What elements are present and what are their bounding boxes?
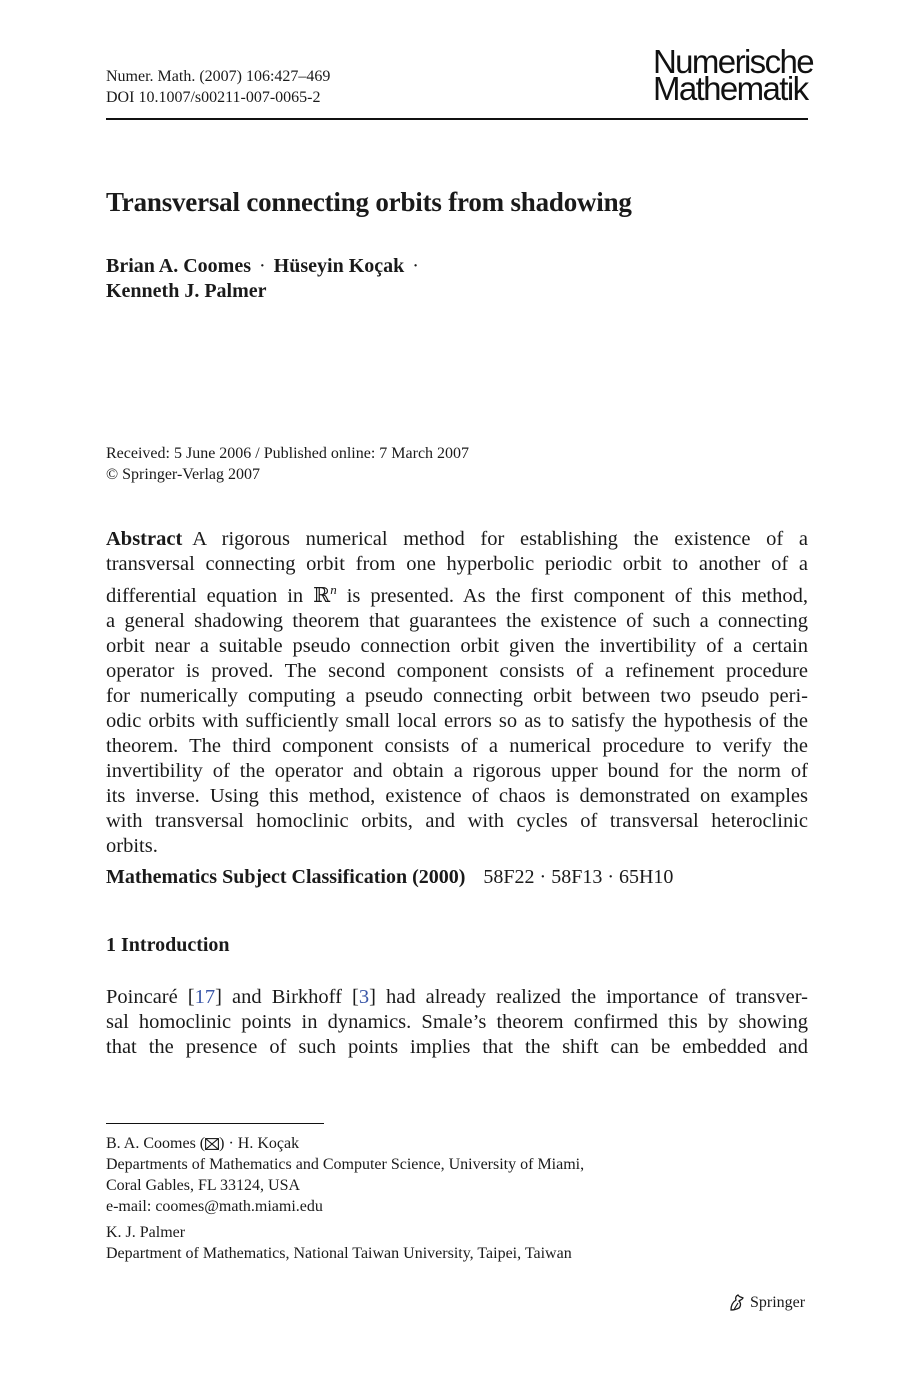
intro-line: that the presence of such points implies that the shift can be embedded and — [106, 1036, 808, 1058]
abstract-line: orbits. — [106, 834, 158, 857]
intro-text: ] and Birkhoff [ — [215, 986, 359, 1008]
abstract — [106, 527, 808, 859]
affiliation-department: Department of Mathematics, National Taiwan University, Taipei, Taiwan — [106, 1245, 572, 1262]
publisher-name: Springer — [750, 1294, 806, 1311]
author-name: Brian A. Coomes — [106, 255, 251, 277]
envelope-icon — [205, 1138, 219, 1150]
paper-title: Transversal connecting orbits from shadowing — [106, 187, 632, 217]
citation-link-17[interactable]: 17 — [194, 986, 216, 1008]
abstract-line: differential equation in — [106, 584, 314, 607]
dimension-exponent: n — [330, 582, 337, 597]
copyright: © Springer-Verlag 2007 — [106, 466, 261, 483]
citation-link-3[interactable]: 3 — [358, 986, 370, 1008]
intro-text: Poincaré [ — [106, 986, 195, 1008]
msc-codes: 58F22 · 58F13 · 65H10 — [483, 866, 674, 888]
springer-horse-icon — [728, 1294, 746, 1312]
journal-citation: Numer. Math. (2007) 106:427–469 — [106, 68, 331, 85]
footnote-divider — [106, 1123, 324, 1124]
abstract-line: A rigorous numerical method for establishing the existence of a — [192, 528, 808, 550]
intro-text: ] had already realized the importance of transver- — [369, 986, 809, 1008]
abstract-line: theorem. The third component consists of a numerical procedure to verify the — [106, 734, 808, 757]
publication-dates — [106, 443, 469, 485]
abstract-line: transversal connecting orbit from one hyperbolic periodic orbit to another of a — [106, 553, 808, 575]
abstract-line: is presented. As the first component of this method, — [336, 584, 808, 607]
subject-classification — [106, 866, 673, 889]
author-separator: · — [412, 255, 419, 277]
doi: DOI 10.1007/s00211-007-0065-2 — [106, 89, 321, 106]
journal-logo — [652, 43, 813, 107]
abstract-line: operator is proved. The second component consists of a refinement procedure — [106, 659, 808, 682]
author-list — [106, 254, 427, 304]
author-separator: · — [259, 255, 266, 277]
header-divider — [106, 118, 808, 120]
author-name: Kenneth J. Palmer — [106, 280, 267, 302]
received-date: Received: 5 June 2006 / Published online: 7 March 2007 — [106, 445, 470, 462]
abstract-line: a general shadowing theorem that guarantees the existence of such a connecting — [106, 609, 808, 632]
affiliation-miami — [106, 1133, 584, 1217]
abstract-line: orbit near a suitable pseudo connection orbit given the invertibility of a certain — [106, 634, 808, 657]
publisher-logo — [728, 1294, 805, 1312]
abstract-line: with transversal homoclinic orbits, and with cycles of transversal heteroclinic — [106, 809, 808, 832]
affiliation-names: B. A. Coomes ( — [106, 1135, 206, 1152]
abstract-label: Abstract — [106, 528, 183, 550]
journal-logo-line1: Numerische — [652, 43, 813, 80]
affiliation-department: Departments of Mathematics and Computer Science, University of Miami, — [106, 1156, 585, 1173]
introduction-text — [106, 985, 808, 1060]
abstract-line: invertibility of the operator and obtain a rigorous upper bound for the norm of — [106, 759, 808, 782]
intro-line: sal homoclinic points in dynamics. Smale’s theorem confirmed this by showing — [106, 1011, 808, 1033]
real-space-symbol: ℝ — [313, 584, 331, 607]
author-name: Hüseyin Koçak — [273, 255, 405, 277]
abstract-line: odic orbits with sufficiently small local errors so as to satisfy the hypothesis of the — [106, 709, 808, 732]
affiliation-address: Coral Gables, FL 33124, USA — [106, 1177, 301, 1194]
section-heading: 1 Introduction — [106, 934, 230, 956]
msc-label: Mathematics Subject Classification (2000) — [106, 866, 466, 888]
affiliation-names: ) · H. Koçak — [219, 1135, 300, 1152]
abstract-line: for numerically computing a pseudo connecting orbit between two pseudo peri- — [106, 684, 808, 707]
affiliation-taiwan — [106, 1222, 572, 1264]
journal-citation-block — [106, 66, 330, 108]
affiliation-names: K. J. Palmer — [106, 1224, 186, 1241]
abstract-line: its inverse. Using this method, existence of chaos is demonstrated on examples — [106, 784, 808, 807]
affiliation-email: e-mail: coomes@math.miami.edu — [106, 1198, 323, 1215]
journal-logo-line2: Mathematik — [652, 70, 808, 107]
